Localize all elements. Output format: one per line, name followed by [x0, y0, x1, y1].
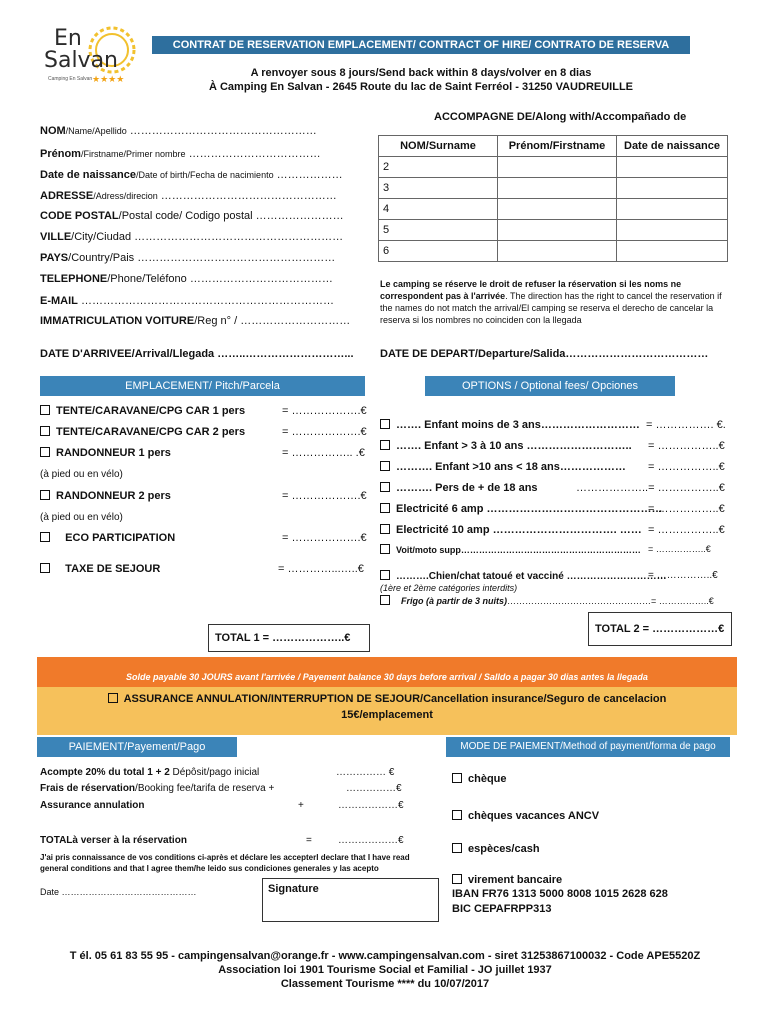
signature-box[interactable]: [262, 878, 439, 922]
date-field[interactable]: Date ………………………………………: [40, 887, 197, 897]
option-enfant-moins-3[interactable]: ……. Enfant moins de 3 ans……………………… = ……………. €.: [380, 419, 730, 431]
checkbox[interactable]: [380, 482, 390, 492]
accompagne-title: ACCOMPAGNE DE/Along with/Accompañado de: [434, 111, 687, 123]
checkbox[interactable]: [452, 874, 462, 884]
total2-label: TOTAL 2 = ………………€: [595, 623, 725, 635]
assurance-line2: 15€/emplacement: [341, 709, 433, 721]
option-enfant-3-10[interactable]: ……. Enfant > 3 à 10 ans ……………………….. = ……………..€: [380, 440, 730, 452]
ville-field[interactable]: VILLE/City/Ciudad …………………………………………………: [40, 231, 344, 243]
total1-label: TOTAL 1 = ………………..€: [215, 632, 351, 644]
table-row[interactable]: 2: [379, 157, 728, 178]
dog-note: (1ère et 2ème catégories interdits): [380, 583, 518, 593]
accept-text: J'ai pris connaissance de vos conditions ci-après et déclare les accepterI declare that I have read general conditions and that I agree them/he leido sus condiciones generales y las acepto: [40, 853, 410, 873]
total2-box: [588, 612, 732, 646]
checkbox[interactable]: [380, 440, 390, 450]
mode-header: MODE DE PAIEMENT/Method of payment/forma de pago: [446, 737, 730, 757]
checkbox[interactable]: [40, 447, 50, 457]
footer-contact: T él. 05 61 83 55 95 - campingensalvan@orange.fr - www.campingensalvan.com - siret 31253867100032 - Code APE5520Z: [69, 950, 701, 962]
table-row[interactable]: 5: [379, 220, 728, 241]
iban: IBAN FR76 1313 5000 8008 1015 2628 628: [452, 888, 668, 900]
mode-cheque[interactable]: chèque: [452, 773, 507, 785]
mode-virement[interactable]: virement bancaire: [452, 874, 562, 886]
prenom-field[interactable]: Prénom/Firstname/Primer nombre ………………………………: [40, 148, 321, 160]
footer-classement: Classement Tourisme **** du 10/07/2017: [280, 978, 490, 990]
checkbox[interactable]: [380, 595, 390, 605]
checkbox[interactable]: [380, 544, 390, 554]
option-chien-chat[interactable]: ……….Chien/chat tatoué et vacciné ………………………… = ……………..€: [380, 570, 730, 582]
adresse-field[interactable]: ADRESSE/Adress/direcion …………………………………………: [40, 190, 337, 202]
option-enfant-10-18[interactable]: ………. Enfant >10 ans < 18 ans……………… = ……………..€: [380, 461, 730, 473]
send-back-line: A renvoyer sous 8 jours/Send back within 8 days/volver en 8 dias: [250, 67, 592, 79]
col-prenom: Prénom/Firstname: [498, 136, 617, 157]
email-field[interactable]: E-MAIL ……………………………………………………………: [40, 295, 334, 307]
signature-label: Signature: [268, 883, 319, 895]
total1-box: [208, 624, 370, 652]
emplacement-note: (à pied ou en vélo): [40, 512, 123, 523]
option-pers-18[interactable]: ………. Pers de + de 18 ans ………………..= ……………..€: [380, 482, 730, 494]
emplacement-item-randonneur-2[interactable]: RANDONNEUR 2 pers = ……………….€: [40, 490, 370, 502]
checkbox[interactable]: [40, 405, 50, 415]
logo-stars: ★★★★: [92, 74, 125, 84]
paiement-header: PAIEMENT/Payement/Pago: [37, 737, 237, 757]
address-line: À Camping En Salvan - 2645 Route du lac de Saint Ferréol - 31250 VAUDREUILLE: [208, 81, 633, 93]
logo-caption: Camping En Salvan: [48, 76, 93, 82]
frais-row[interactable]: Frais de réservation/Booking fee/tarifa de reserva + ……………€: [40, 783, 402, 794]
date-arrivee[interactable]: DATE D'ARRIVEE/Arrival/Llegada ……..………………………...: [40, 348, 354, 360]
code-postal-field[interactable]: CODE POSTAL/Postal code/ Codigo postal ……………………: [40, 210, 344, 222]
checkbox[interactable]: [380, 461, 390, 471]
emplacement-item-tente-2[interactable]: TENTE/CARAVANE/CPG CAR 2 pers = ……………….€: [40, 426, 370, 438]
telephone-field[interactable]: TELEPHONE/Phone/Teléfono …………………………………: [40, 273, 333, 285]
col-nom: NOM/Surname: [379, 136, 498, 157]
checkbox[interactable]: [108, 693, 118, 703]
emplacement-item-eco[interactable]: ECO PARTICIPATION = ……………….€: [40, 532, 370, 544]
date-depart[interactable]: DATE DE DEPART/Departure/Salida…………………………………: [380, 348, 709, 360]
mode-especes[interactable]: espèces/cash: [452, 843, 540, 855]
footer-association: Association loi 1901 Tourisme Social et Familial - JO juillet 1937: [218, 964, 552, 976]
document-title: CONTRAT DE RESERVATION EMPLACEMENT/ CONTRACT OF HIRE/ CONTRATO DE RESERVA: [152, 36, 690, 54]
accompagne-table: [378, 135, 728, 262]
checkbox[interactable]: [380, 524, 390, 534]
option-electricite-10[interactable]: Electricité 10 amp ……………………………. …… = ……………..€: [380, 524, 730, 536]
total-row[interactable]: TOTALà verser à la réservation = ………………€: [40, 835, 404, 846]
table-header-row: [379, 136, 728, 157]
options-header: OPTIONS / Optional fees/ Opciones: [425, 376, 675, 396]
option-electricite-6[interactable]: Electricité 6 amp ………………………………………… = ……………..€: [380, 503, 730, 515]
emplacement-item-tente-1[interactable]: TENTE/CARAVANE/CPG CAR 1 pers = ……………….€: [40, 405, 370, 417]
solde-text: Solde payable 30 JOURS avant l'arrivée / Payement balance 30 days before arrival / Salldo a pagar 30 dias antes la llegada: [126, 672, 648, 682]
bic: BIC CEPAFRPP313: [452, 903, 552, 915]
option-voiture-supp[interactable]: Voit/moto supp…………………………………………………… = ……………..€: [380, 544, 730, 555]
nom-field[interactable]: NOM/Name/Apellido ……………………………………………: [40, 125, 317, 137]
logo-text-top: En: [54, 26, 82, 51]
assurance-line1: ASSURANCE ANNULATION/INTERRUPTION DE SEJOUR/Cancellation insurance/Seguro de cancelacion: [37, 693, 737, 705]
table-row[interactable]: 6: [379, 241, 728, 262]
refusal-note: Le camping se réserve le droit de refuser la réservation si les noms ne correspondent pas à l'arrivée. The direction has the right to cancel the reservation if the names do not match the arrival/El camping se reserva el derecho de cancelar la reserva si los nombres no coinciden con la llegada: [380, 279, 722, 325]
emplacement-item-taxe[interactable]: TAXE DE SEJOUR = …………...…..€: [40, 563, 370, 575]
emplacement-item-randonneur-1[interactable]: RANDONNEUR 1 pers = …………….. .€: [40, 447, 370, 459]
acompte-row[interactable]: Acompte 20% du total 1 + 2 Dépôsit/pago inicial …………… €: [40, 767, 395, 778]
assurance-row[interactable]: Assurance annulation + ………………€: [40, 800, 404, 811]
checkbox[interactable]: [40, 490, 50, 500]
checkbox[interactable]: [380, 503, 390, 513]
col-naissance: Date de naissance: [617, 136, 728, 157]
logo: [40, 22, 140, 94]
checkbox[interactable]: [40, 532, 50, 542]
immatriculation-field[interactable]: IMMATRICULATION VOITURE/Reg n° / …………………………: [40, 315, 351, 327]
checkbox[interactable]: [452, 843, 462, 853]
emplacement-note: (à pied ou en vélo): [40, 469, 123, 480]
emplacement-header: EMPLACEMENT/ Pitch/Parcela: [40, 376, 365, 396]
table-row[interactable]: 4: [379, 199, 728, 220]
mode-ancv[interactable]: chèques vacances ANCV: [452, 810, 599, 822]
checkbox[interactable]: [452, 773, 462, 783]
checkbox[interactable]: [40, 563, 50, 573]
table-row[interactable]: 3: [379, 178, 728, 199]
assurance-banner[interactable]: [37, 687, 737, 735]
checkbox[interactable]: [40, 426, 50, 436]
checkbox[interactable]: [452, 810, 462, 820]
option-frigo[interactable]: Frigo (à partir de 3 nuits)…………………………………………= ……………..€: [380, 595, 730, 606]
logo-text-bottom: Salvan: [44, 48, 119, 73]
naissance-field[interactable]: Date de naissance/Date of birth/Fecha de nacimiento ………………: [40, 169, 343, 181]
checkbox[interactable]: [380, 419, 390, 429]
checkbox[interactable]: [380, 570, 390, 580]
pays-field[interactable]: PAYS/Country/Pais ………………………………………………: [40, 252, 336, 264]
